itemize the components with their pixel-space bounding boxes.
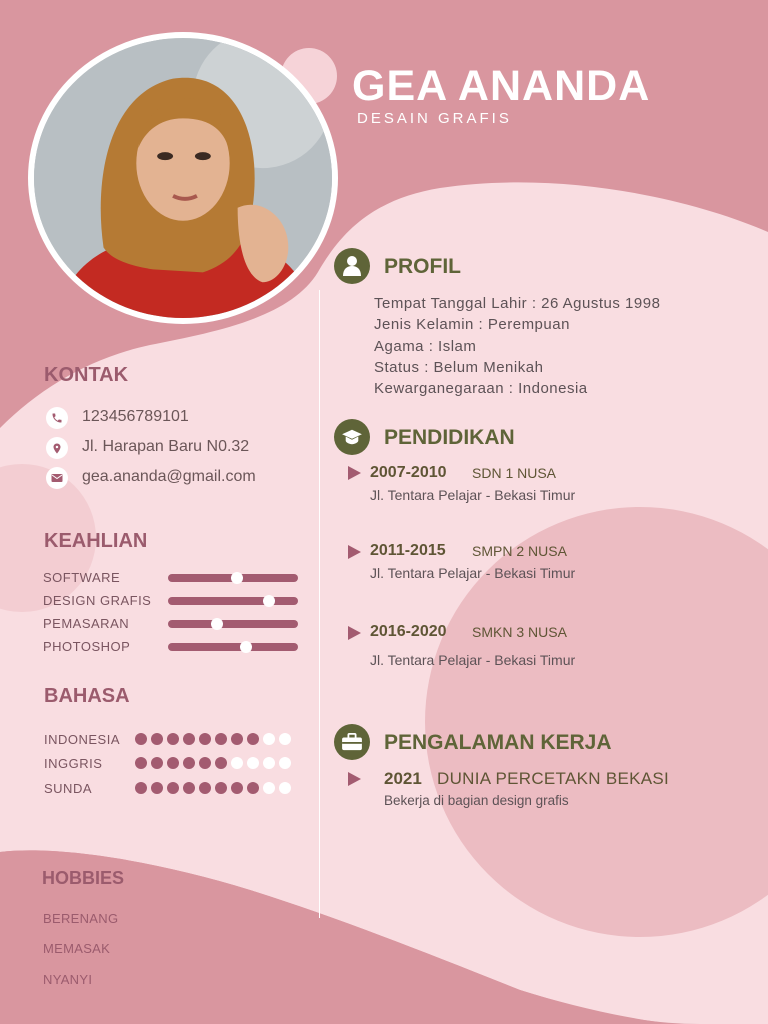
rating-dot-filled [199,733,211,745]
education-school: SMPN 2 NUSA [472,543,567,559]
contact-title: KONTAK [44,364,129,386]
skill-bar [168,643,298,651]
rating-dot-empty [263,782,275,794]
skill-bar [168,620,298,628]
rating-dot-filled [231,733,243,745]
education-address: Jl. Tentara Pelajar - Bekasi Timur [370,652,576,668]
profile-line: Kewarganegaraan : Indonesia [374,380,588,397]
rating-dot-filled [151,733,163,745]
rating-dot-filled [151,757,163,769]
job-company: DUNIA PERCETAKN BEKASI [437,769,670,788]
skill-level-marker [231,572,243,584]
briefcase-icon [334,724,370,760]
column-divider [319,290,320,918]
language-rating [135,782,291,794]
education-years: 2011-2015 [370,542,446,559]
rating-dot-filled [167,757,179,769]
bullet-arrow-icon [348,772,361,786]
contact-address: Jl. Harapan Baru N0.32 [82,438,250,455]
rating-dot-filled [167,782,179,794]
rating-dot-empty [279,782,291,794]
rating-dot-filled [135,782,147,794]
rating-dot-filled [167,733,179,745]
rating-dot-filled [215,757,227,769]
rating-dot-filled [247,782,259,794]
profile-line: Tempat Tanggal Lahir : 26 Agustus 1998 [374,295,661,312]
skill-label: SOFTWARE [43,570,121,585]
hobbies-title: HOBBIES [42,868,125,888]
skill-label: PEMASARAN [43,616,130,631]
rating-dot-filled [247,733,259,745]
rating-dot-empty [263,733,275,745]
job-year: 2021 [384,769,422,788]
rating-dot-filled [135,757,147,769]
rating-dot-empty [279,757,291,769]
job-description: Bekerja di bagian design grafis [384,793,569,808]
user-icon [334,248,370,284]
portrait-image [34,38,332,318]
language-label: INDONESIA [44,732,121,747]
skill-label: DESIGN GRAFIS [43,593,152,608]
bullet-arrow-icon [348,466,361,480]
rating-dot-empty [231,757,243,769]
rating-dot-empty [247,757,259,769]
mail-icon [46,467,68,489]
skill-label: PHOTOSHOP [43,639,131,654]
profile-title: PROFIL [384,255,461,278]
hobby-item: BERENANG [43,911,119,926]
education-school: SMKN 3 NUSA [472,624,567,640]
education-years: 2007-2010 [370,464,447,481]
location-pin-icon [46,437,68,459]
rating-dot-filled [215,782,227,794]
rating-dot-filled [183,782,195,794]
contact-email: gea.ananda@gmail.com [82,468,256,485]
languages-title: BAHASA [44,685,130,707]
bullet-arrow-icon [348,626,361,640]
skill-level-marker [240,641,252,653]
skill-bar [168,574,298,582]
profile-line: Status : Belum Menikah [374,359,544,376]
rating-dot-filled [215,733,227,745]
language-label: INGGRIS [44,756,103,771]
hobby-item: MEMASAK [43,941,111,956]
rating-dot-filled [135,733,147,745]
hobby-item: NYANYI [43,972,93,987]
rating-dot-filled [199,757,211,769]
graduation-cap-icon [334,419,370,455]
experience-title: PENGALAMAN KERJA [384,731,612,754]
language-label: SUNDA [44,781,93,796]
rating-dot-filled [151,782,163,794]
profile-photo [28,32,338,324]
rating-dot-empty [279,733,291,745]
language-rating [135,757,291,769]
rating-dot-filled [183,733,195,745]
rating-dot-filled [199,782,211,794]
education-address: Jl. Tentara Pelajar - Bekasi Timur [370,487,576,503]
language-rating [135,733,291,745]
skill-bar [168,597,298,605]
rating-dot-empty [263,757,275,769]
person-role: DESAIN GRAFIS [357,110,512,127]
contact-phone: 123456789101 [82,408,189,425]
bullet-arrow-icon [348,545,361,559]
education-title: PENDIDIKAN [384,426,515,449]
education-address: Jl. Tentara Pelajar - Bekasi Timur [370,565,576,581]
education-school: SDN 1 NUSA [472,465,557,481]
skills-title: KEAHLIAN [44,530,148,552]
profile-line: Agama : Islam [374,338,477,355]
rating-dot-filled [183,757,195,769]
person-name: GEA ANANDA [352,62,651,110]
phone-icon [46,407,68,429]
education-years: 2016-2020 [370,623,447,640]
profile-line: Jenis Kelamin : Perempuan [374,316,570,333]
rating-dot-filled [231,782,243,794]
